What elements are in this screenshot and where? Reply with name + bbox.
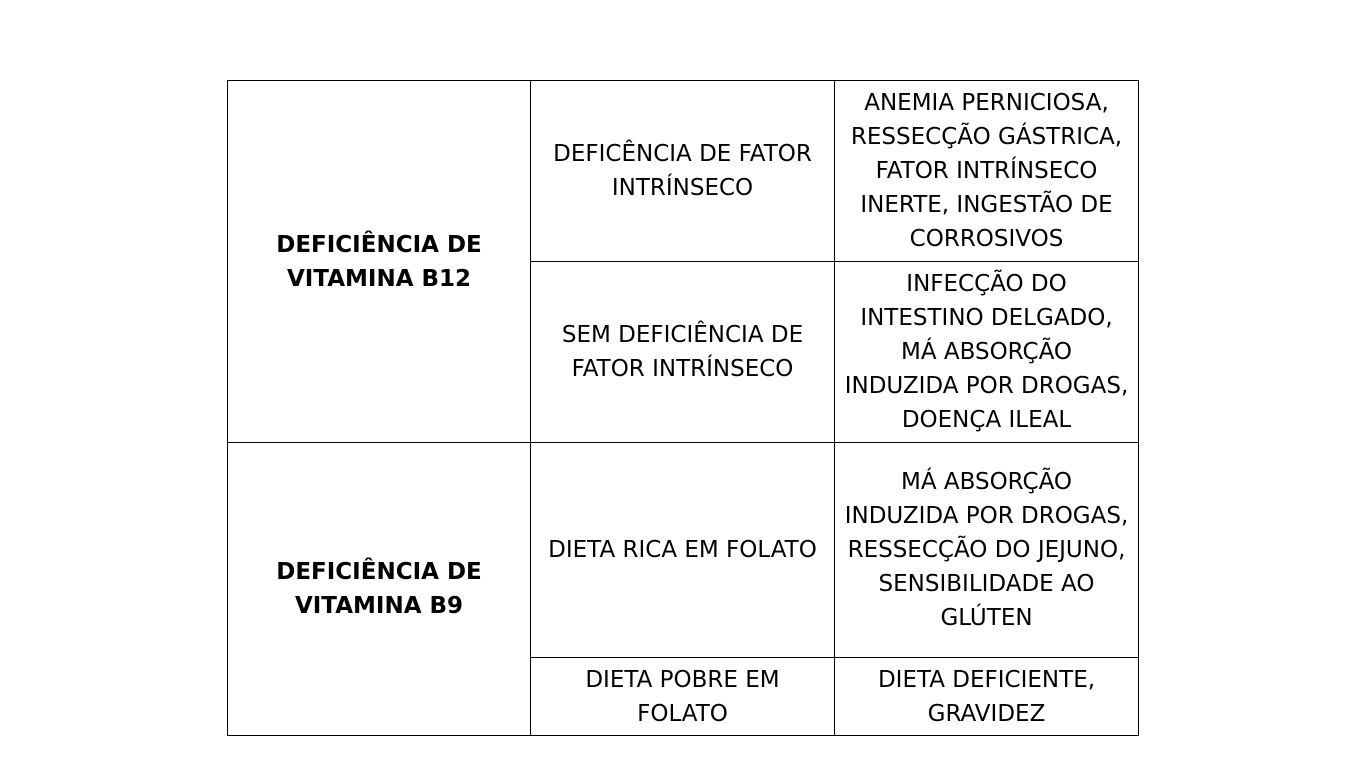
causes-cell: ANEMIA PERNICIOSA, RESSECÇÃO GÁSTRICA, FATOR INTRÍNSECO INERTE, INGESTÃO DE CORROSIVOS — [835, 81, 1139, 262]
deficiency-type-cell: SEM DEFICIÊNCIA DE FATOR INTRÍNSECO — [531, 262, 835, 443]
causes-cell: DIETA DEFICIENTE, GRAVIDEZ — [835, 658, 1139, 736]
deficiency-type-cell: DEFICÊNCIA DE FATOR INTRÍNSECO — [531, 81, 835, 262]
table-row — [228, 443, 1139, 658]
causes-cell: INFECÇÃO DO INTESTINO DELGADO, MÁ ABSORÇÃO INDUZIDA POR DROGAS, DOENÇA ILEAL — [835, 262, 1139, 443]
deficiency-table — [227, 80, 1139, 736]
group-label-b12: DEFICIÊNCIA DE VITAMINA B12 — [228, 81, 531, 443]
group-label-b9: DEFICIÊNCIA DE VITAMINA B9 — [228, 443, 531, 736]
causes-cell: MÁ ABSORÇÃO INDUZIDA POR DROGAS, RESSECÇÃO DO JEJUNO, SENSIBILIDADE AO GLÚTEN — [835, 443, 1139, 658]
deficiency-type-cell: DIETA RICA EM FOLATO — [531, 443, 835, 658]
deficiency-type-cell: DIETA POBRE EM FOLATO — [531, 658, 835, 736]
table-row — [228, 81, 1139, 262]
